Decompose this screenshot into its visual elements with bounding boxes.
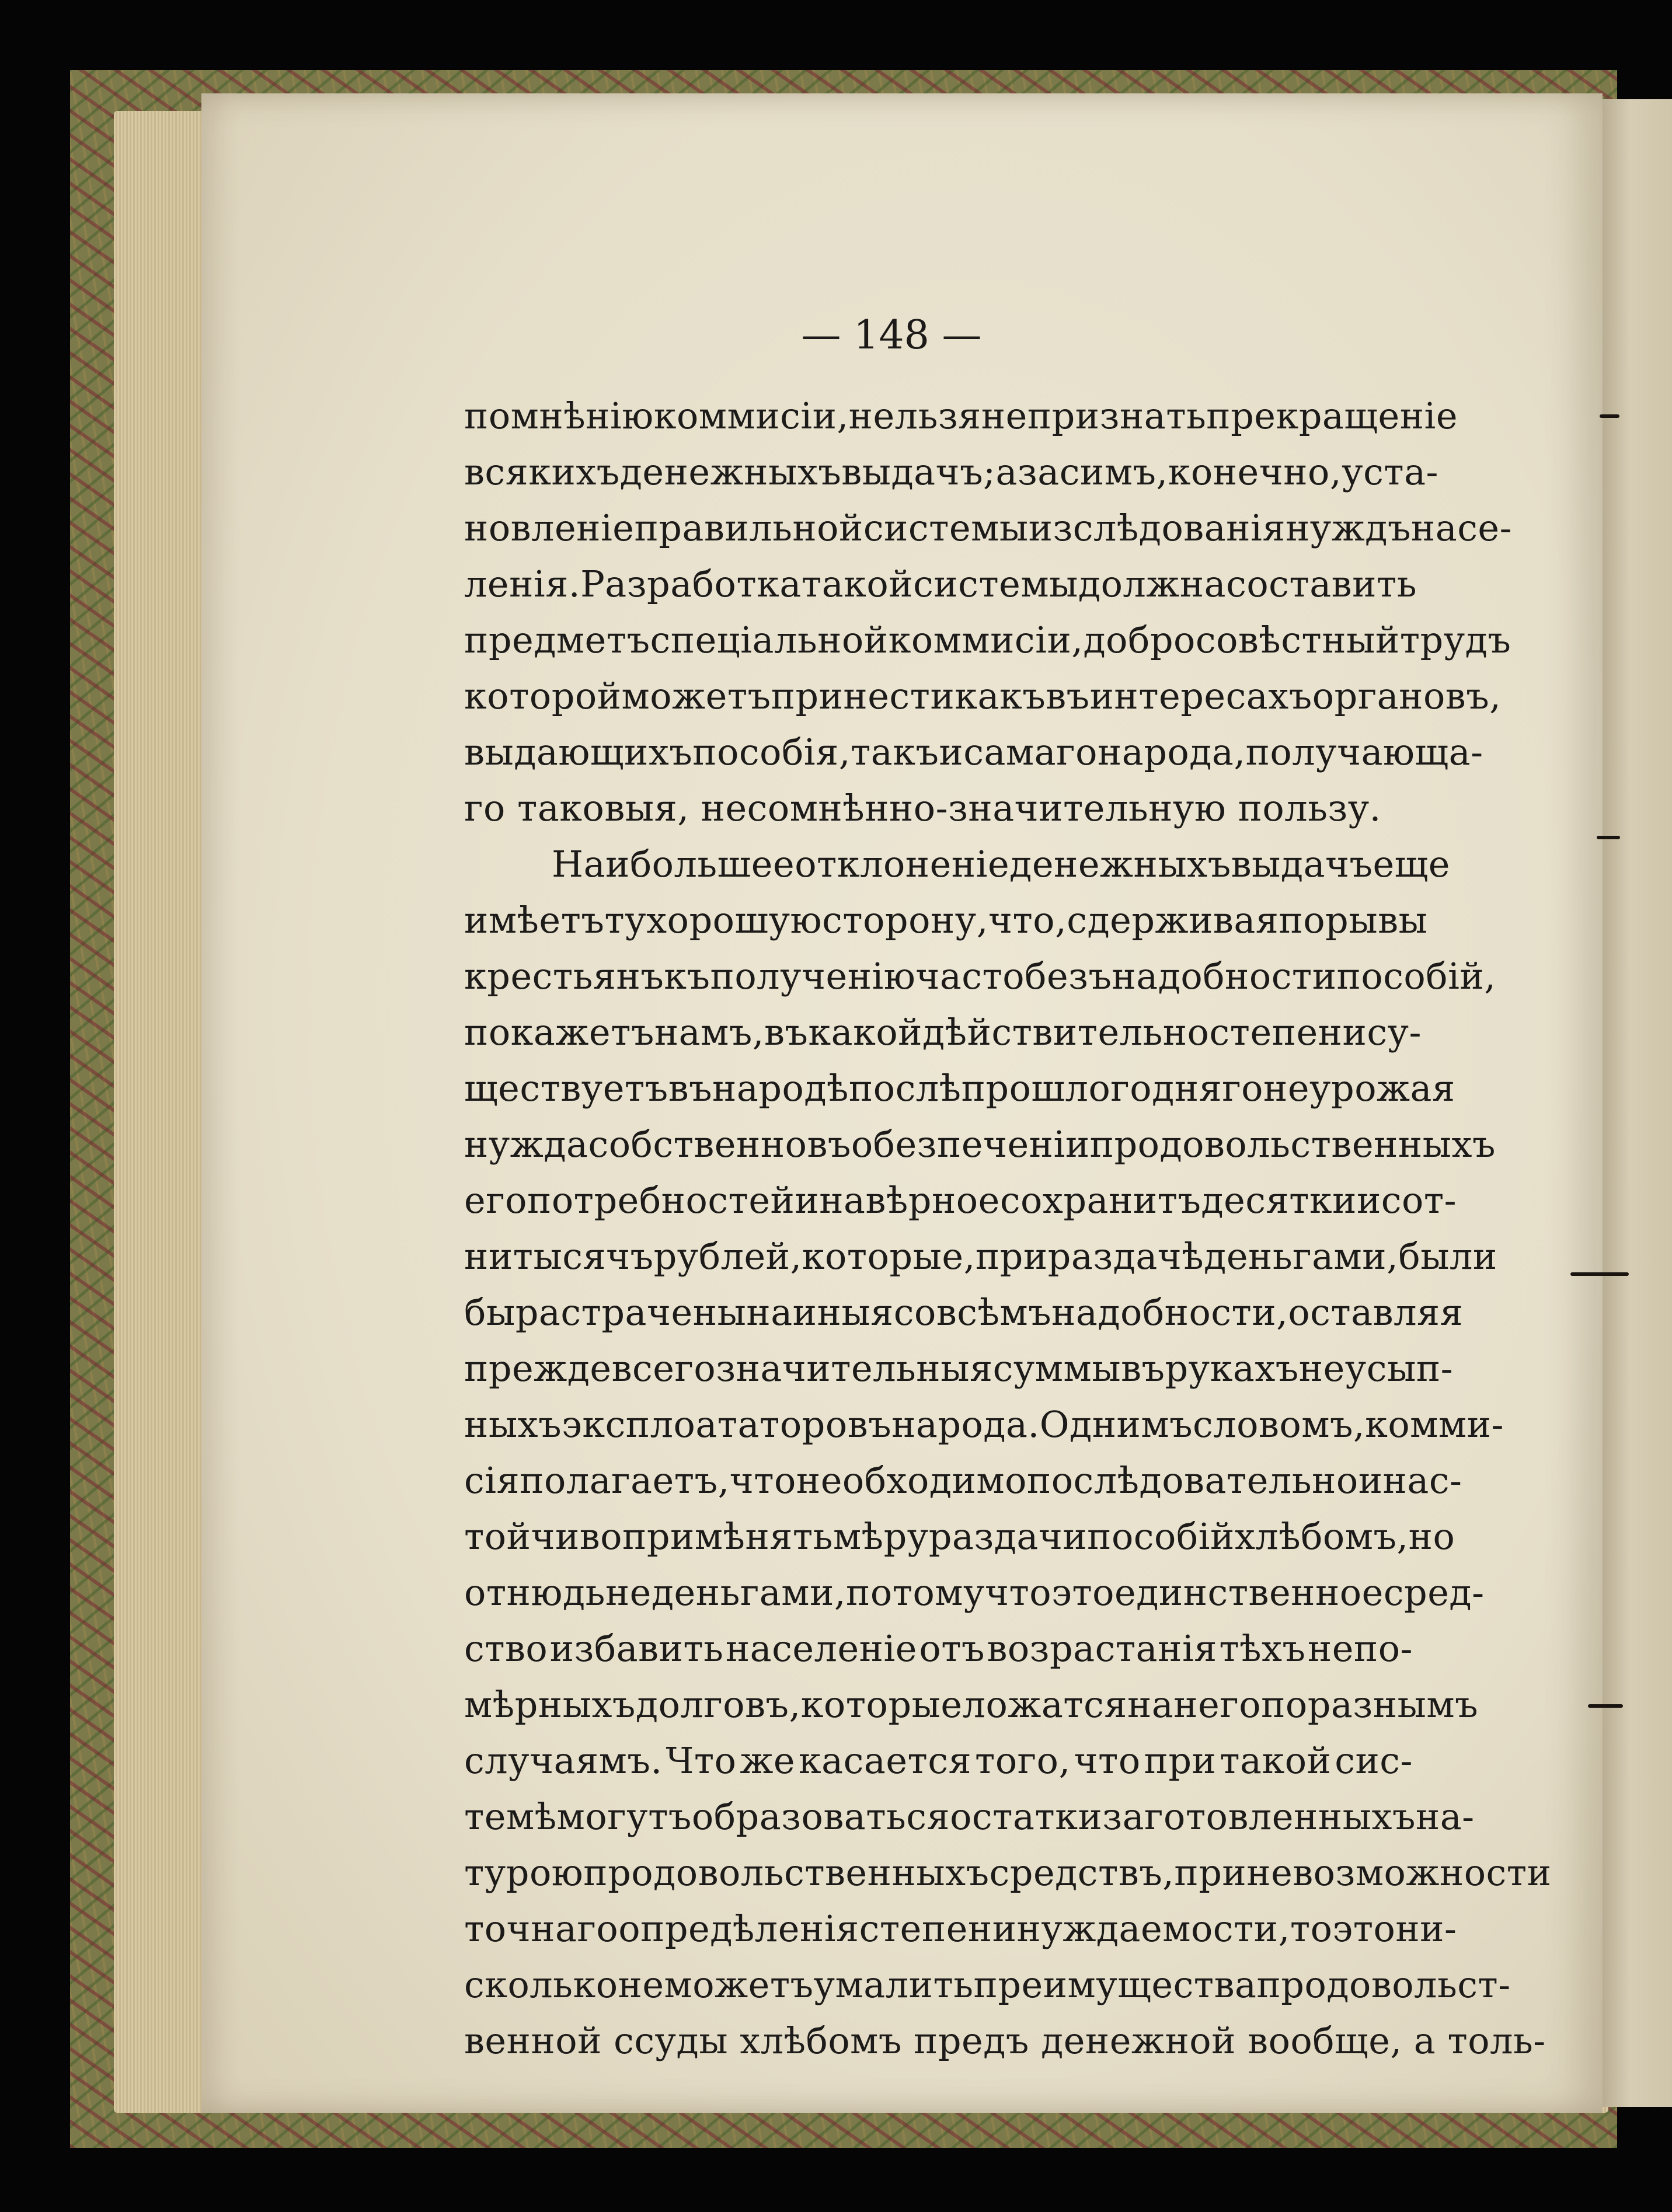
- binding-thread: [1597, 836, 1620, 839]
- text-line: венной ссуды хлѣбомъ предъ денежной вообще, а толь-: [464, 2019, 1546, 2062]
- text-line: его потребностей и навѣрное сохранитъ десятки и сот-: [464, 1179, 1457, 1222]
- page-number: — 148 —: [801, 312, 982, 358]
- text-line: по мнѣнію коммисіи, нельзя не признать прекращеніе: [464, 395, 1458, 437]
- text-line: темѣ могутъ образоваться остатки заготовленныхъ на-: [464, 1795, 1475, 1838]
- text-line: го таковыя, несомнѣнно-значительную пользу.: [464, 787, 1381, 829]
- text-line: ныхъ эксплоататоровъ народа. Однимъ словомъ, комми-: [464, 1403, 1504, 1446]
- text-line: отнюдь не деньгами, потому что это единственное сред-: [464, 1571, 1485, 1614]
- binding-thread: [1600, 414, 1619, 418]
- text-line: выдающихъ пособія, такъ и самаго народа, получающа-: [464, 731, 1483, 773]
- text-line: имѣетъ ту хорошую сторону, что, сдерживая порывы: [464, 899, 1428, 941]
- text-line: всякихъ денежныхъ выдачъ; а за симъ, конечно, уста-: [464, 451, 1439, 493]
- text-line: покажетъ намъ, въ какой дѣйствительно степени су-: [464, 1011, 1422, 1053]
- text-line: ни тысячъ рублей, которые, при раздачѣ деньгами, были: [464, 1235, 1497, 1278]
- text-line: тойчиво примѣнять мѣру раздачи пособій хлѣбомъ, но: [464, 1515, 1455, 1558]
- text-line: мѣрныхъ долговъ, которые ложатся на него по разнымъ: [464, 1683, 1479, 1726]
- text-line: Наибольшее отклоненіе денежныхъ выдачъ еще: [552, 843, 1450, 885]
- binding-thread: [1588, 1704, 1623, 1708]
- text-line: ществуетъ въ народѣ послѣ прошлогодняго неурожая: [464, 1067, 1455, 1110]
- text-line: нужда собственно въ обезпеченіи продовольственныхъ: [464, 1123, 1496, 1166]
- text-line: турою продовольственныхъ средствъ, при невозможности: [464, 1851, 1552, 1894]
- text-line: новленіе правильной системы изслѣдованія нуждъ насе-: [464, 507, 1513, 549]
- facing-page-strip: [1603, 99, 1672, 2107]
- text-line: сія полагаетъ, что необходимо послѣдовательно и нас-: [464, 1459, 1462, 1502]
- text-line: предметъ спеціальной коммисіи, добросовѣстный трудъ: [464, 619, 1511, 661]
- text-line: бы растрачены на иныя совсѣмъ надобности, оставляя: [464, 1291, 1464, 1334]
- text-line: сколько не можетъ умалить преимущества продовольст-: [464, 1963, 1511, 2006]
- text-line: прежде всего значительныя суммы въ рукахъ неусып-: [464, 1347, 1454, 1390]
- text-line: точнаго опредѣленія степени нуждаемости, то это ни-: [464, 1907, 1457, 1950]
- text-line: которой можетъ принести какъ въ интересахъ органовъ,: [464, 675, 1502, 717]
- text-line: крестьянъ къ полученію часто безъ надобности пособій,: [464, 955, 1496, 997]
- text-line: ленія. Разработка такой системы должна составить: [464, 563, 1417, 605]
- text-line: случаямъ. Что же касается того, что при такой сис-: [464, 1739, 1413, 1782]
- text-line: ство избавить населеніе отъ возрастанія тѣхъ непо-: [464, 1627, 1413, 1670]
- body-text: [464, 388, 1552, 2069]
- binding-thread: [1570, 1272, 1629, 1276]
